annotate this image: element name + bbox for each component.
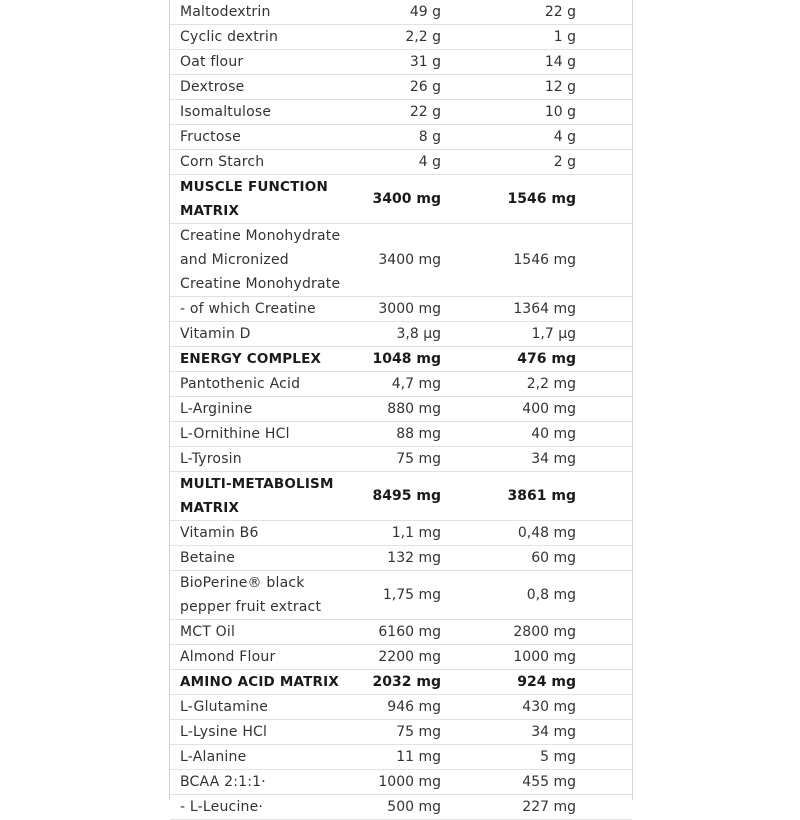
ingredient-name: BioPerine® black pepper fruit extract (170, 571, 361, 620)
table-row (170, 322, 632, 347)
amount-per-100g: 5 mg (441, 745, 576, 770)
table-row (170, 25, 632, 50)
table-section-row (170, 175, 632, 224)
column-spacer (576, 75, 632, 100)
table-row (170, 297, 632, 322)
table-row (170, 521, 632, 546)
amount-per-serving: 880 mg (361, 397, 441, 422)
ingredient-name: Almond Flour (170, 645, 361, 670)
amount-per-serving: 75 mg (361, 720, 441, 745)
nutrition-table-body (170, 0, 632, 820)
table-row (170, 620, 632, 645)
column-spacer (576, 770, 632, 795)
ingredient-name: L-Tyrosin (170, 447, 361, 472)
column-spacer (576, 322, 632, 347)
ingredient-name: Betaine (170, 546, 361, 571)
amount-per-100g: 924 mg (441, 670, 576, 695)
column-spacer (576, 297, 632, 322)
amount-per-serving: 11 mg (361, 745, 441, 770)
column-spacer (576, 645, 632, 670)
amount-per-100g: 476 mg (441, 347, 576, 372)
amount-per-serving: 3400 mg (361, 224, 441, 297)
ingredient-name: Cyclic dextrin (170, 25, 361, 50)
amount-per-serving: 88 mg (361, 422, 441, 447)
amount-per-100g: 40 mg (441, 422, 576, 447)
amount-per-100g: 1 g (441, 25, 576, 50)
amount-per-serving: 75 mg (361, 447, 441, 472)
ingredient-name: Oat flour (170, 50, 361, 75)
ingredient-name: - L-Leucine· (170, 795, 361, 820)
amount-per-100g: 0,8 mg (441, 571, 576, 620)
table-row (170, 224, 632, 297)
amount-per-100g: 10 g (441, 100, 576, 125)
column-spacer (576, 546, 632, 571)
amount-per-serving: 26 g (361, 75, 441, 100)
column-spacer (576, 720, 632, 745)
column-spacer (576, 125, 632, 150)
ingredient-name: Vitamin D (170, 322, 361, 347)
table-row (170, 745, 632, 770)
table-row (170, 720, 632, 745)
amount-per-serving: 4,7 mg (361, 372, 441, 397)
amount-per-100g: 1546 mg (441, 224, 576, 297)
column-spacer (576, 571, 632, 620)
column-spacer (576, 50, 632, 75)
amount-per-100g: 400 mg (441, 397, 576, 422)
amount-per-serving: 8 g (361, 125, 441, 150)
table-row (170, 770, 632, 795)
amount-per-100g: 2,2 mg (441, 372, 576, 397)
nutrition-table (170, 0, 632, 820)
table-row (170, 422, 632, 447)
column-spacer (576, 422, 632, 447)
column-spacer (576, 150, 632, 175)
amount-per-serving: 3000 mg (361, 297, 441, 322)
amount-per-100g: 14 g (441, 50, 576, 75)
table-row (170, 795, 632, 820)
amount-per-serving: 49 g (361, 0, 441, 25)
amount-per-serving: 2200 mg (361, 645, 441, 670)
amount-per-serving: 946 mg (361, 695, 441, 720)
column-spacer (576, 100, 632, 125)
table-row (170, 50, 632, 75)
ingredient-name: Fructose (170, 125, 361, 150)
amount-per-100g: 3861 mg (441, 472, 576, 521)
column-spacer (576, 447, 632, 472)
amount-per-serving: 1048 mg (361, 347, 441, 372)
amount-per-100g: 1000 mg (441, 645, 576, 670)
table-row (170, 571, 632, 620)
ingredient-name: Corn Starch (170, 150, 361, 175)
column-spacer (576, 620, 632, 645)
ingredient-name: Vitamin B6 (170, 521, 361, 546)
column-spacer (576, 0, 632, 25)
ingredient-name: AMINO ACID MATRIX (170, 670, 361, 695)
amount-per-serving: 4 g (361, 150, 441, 175)
amount-per-serving: 3400 mg (361, 175, 441, 224)
amount-per-serving: 2032 mg (361, 670, 441, 695)
amount-per-100g: 1,7 µg (441, 322, 576, 347)
table-row (170, 75, 632, 100)
ingredient-name: MUSCLE FUNCTION MATRIX (170, 175, 361, 224)
table-row (170, 546, 632, 571)
ingredient-name: ENERGY COMPLEX (170, 347, 361, 372)
table-row (170, 645, 632, 670)
ingredient-name: L-Lysine HCl (170, 720, 361, 745)
amount-per-serving: 31 g (361, 50, 441, 75)
amount-per-serving: 1,75 mg (361, 571, 441, 620)
amount-per-serving: 1000 mg (361, 770, 441, 795)
table-row (170, 397, 632, 422)
amount-per-100g: 2 g (441, 150, 576, 175)
amount-per-100g: 455 mg (441, 770, 576, 795)
ingredient-name: L-Arginine (170, 397, 361, 422)
amount-per-100g: 12 g (441, 75, 576, 100)
amount-per-100g: 60 mg (441, 546, 576, 571)
column-spacer (576, 472, 632, 521)
amount-per-serving: 2,2 g (361, 25, 441, 50)
amount-per-serving: 500 mg (361, 795, 441, 820)
column-spacer (576, 795, 632, 820)
ingredient-name: Maltodextrin (170, 0, 361, 25)
column-spacer (576, 745, 632, 770)
amount-per-serving: 8495 mg (361, 472, 441, 521)
ingredient-name: Creatine Monohydrate and Micronized Creatine Monohydrate (170, 224, 361, 297)
ingredient-name: MCT Oil (170, 620, 361, 645)
ingredient-name: Dextrose (170, 75, 361, 100)
amount-per-serving: 132 mg (361, 546, 441, 571)
ingredient-name: BCAA 2:1:1· (170, 770, 361, 795)
amount-per-100g: 34 mg (441, 447, 576, 472)
nutrition-table-container (169, 0, 633, 815)
table-row (170, 372, 632, 397)
table-section-row (170, 670, 632, 695)
amount-per-100g: 227 mg (441, 795, 576, 820)
table-row (170, 447, 632, 472)
column-spacer (576, 670, 632, 695)
ingredient-name: L-Ornithine HCl (170, 422, 361, 447)
column-spacer (576, 397, 632, 422)
amount-per-100g: 22 g (441, 0, 576, 25)
amount-per-100g: 0,48 mg (441, 521, 576, 546)
column-spacer (576, 25, 632, 50)
amount-per-serving: 22 g (361, 100, 441, 125)
amount-per-100g: 1546 mg (441, 175, 576, 224)
table-row (170, 695, 632, 720)
table-row (170, 125, 632, 150)
table-row (170, 100, 632, 125)
amount-per-100g: 34 mg (441, 720, 576, 745)
ingredient-name: L-Glutamine (170, 695, 361, 720)
ingredient-name: - of which Creatine (170, 297, 361, 322)
table-section-row (170, 347, 632, 372)
amount-per-serving: 6160 mg (361, 620, 441, 645)
column-spacer (576, 347, 632, 372)
ingredient-name: Isomaltulose (170, 100, 361, 125)
column-spacer (576, 224, 632, 297)
table-row (170, 0, 632, 25)
amount-per-serving: 1,1 mg (361, 521, 441, 546)
table-section-row (170, 472, 632, 521)
amount-per-100g: 1364 mg (441, 297, 576, 322)
table-row (170, 150, 632, 175)
ingredient-name: L-Alanine (170, 745, 361, 770)
column-spacer (576, 372, 632, 397)
column-spacer (576, 521, 632, 546)
amount-per-100g: 430 mg (441, 695, 576, 720)
amount-per-100g: 4 g (441, 125, 576, 150)
column-spacer (576, 175, 632, 224)
ingredient-name: Pantothenic Acid (170, 372, 361, 397)
amount-per-100g: 2800 mg (441, 620, 576, 645)
ingredient-name: MULTI-METABOLISM MATRIX (170, 472, 361, 521)
column-spacer (576, 695, 632, 720)
amount-per-serving: 3,8 µg (361, 322, 441, 347)
